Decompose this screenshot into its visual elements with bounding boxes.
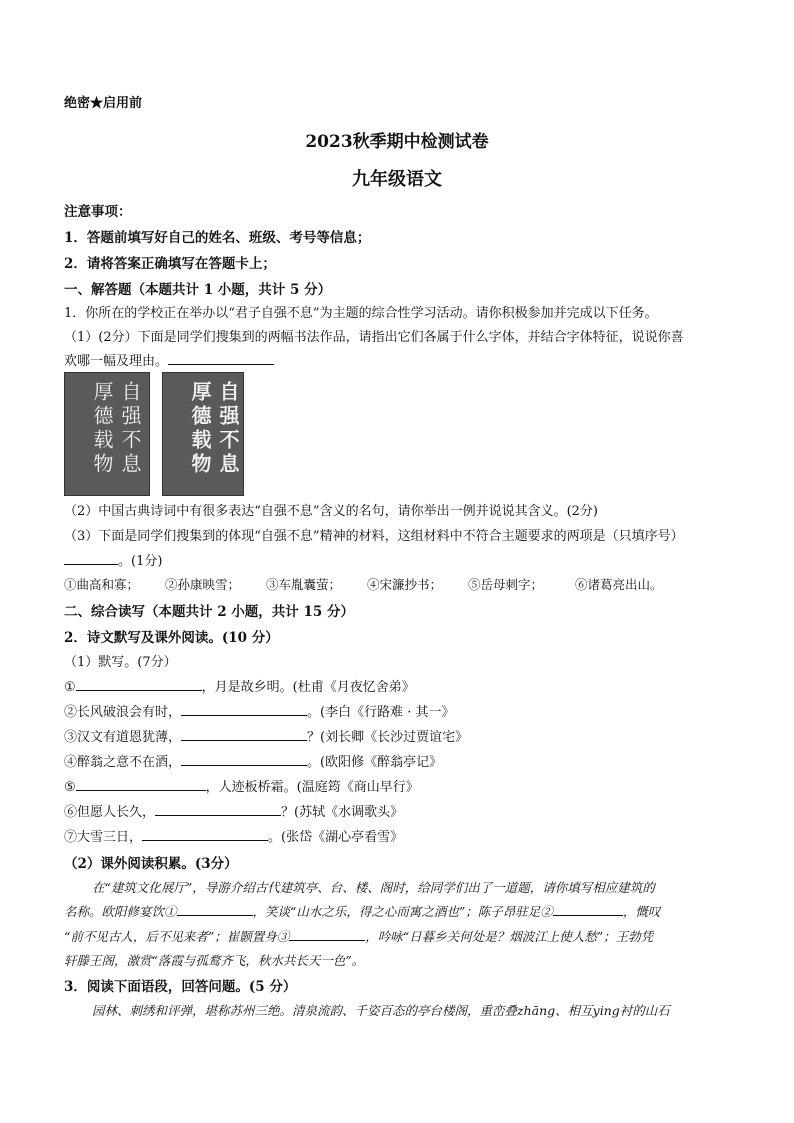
fill-post: 。(张岱《湖心亭看雪》 (268, 830, 404, 845)
notice-item-2: 2．请将答案正确填写在答题卡上； (64, 256, 276, 272)
answer-blank[interactable] (553, 903, 623, 916)
notice-item-1: 1．答题前填写好自己的姓名、班级、考号等信息； (64, 230, 371, 246)
calligraphy-image-1 (64, 372, 150, 496)
answer-blank[interactable] (168, 352, 274, 365)
fill-post: 。(李白《行路难 · 其一》 (307, 705, 455, 720)
fill-post: ，人迹板桥霜。(温庭筠《商山早行》 (205, 780, 419, 795)
question-1-3-cont (64, 550, 162, 569)
option-item: ①曲高和寡； (64, 577, 140, 592)
para-text: “前不见古人，后不见来者”；崔颢置身③ (64, 929, 290, 944)
answer-blank[interactable] (64, 552, 118, 565)
reading-para-line-3 (64, 927, 653, 945)
fill-pre: ① (64, 680, 76, 695)
question-1-3: （3）下面是同学们搜集到的体现“自强不息”精神的材料，这组材料中不符合主题要求的两项是（只填序号） (64, 529, 684, 544)
answer-blank[interactable] (142, 828, 268, 841)
fill-pre: ⑤ (64, 780, 76, 795)
fill-pre: ④醉翁之意不在酒， (64, 755, 182, 770)
answer-blank[interactable] (155, 803, 281, 816)
option-item: ⑥诸葛亮出山。 (575, 577, 663, 592)
fill-line-5 (64, 776, 419, 795)
para-text: 名称。欧阳修宴饮① (64, 904, 177, 919)
question-1-1-cont-text: 欢哪一幅及理由。 (64, 354, 169, 369)
exam-title: 2023秋季期中检测试卷 (305, 132, 489, 152)
option-item: ③车胤囊萤； (266, 577, 342, 592)
options-list (64, 575, 663, 593)
para-text: ，笑谈“山水之乐，得之心而寓之酒也”；陈子昂驻足② (252, 904, 553, 919)
answer-blank[interactable] (181, 703, 307, 716)
fill-line-6 (64, 801, 403, 820)
question-1-3-cont-text: 。(1分) (118, 554, 163, 569)
fill-line-2 (64, 701, 455, 720)
question-1-1-cont (64, 350, 274, 369)
answer-blank[interactable] (76, 678, 202, 691)
notice-heading: 注意事项： (64, 204, 132, 220)
question-1-2: （2）中国古典诗词中有很多表达“自强不息”含义的名句，请你举出一例并说说其含义。(2分) (64, 504, 598, 519)
question-3: 3．阅读下面语段，回答问题。(5 分） (64, 979, 297, 995)
fill-line-3 (64, 726, 468, 745)
exam-subtitle: 九年级语文 (352, 169, 442, 190)
question-1: 1．你所在的学校正在举办以“君子自强不息”为主题的综合性学习活动。请你积极参加并完成以下任务。 (64, 306, 658, 321)
fill-line-7 (64, 826, 403, 845)
option-item: ④宋濂抄书； (367, 577, 443, 592)
secret-label: 绝密★启用前 (64, 96, 143, 111)
reading-para-line-1: 在“建筑文化展厅”，导游介绍古代建筑亭、台、楼、阁时，给同学们出了一道题，请你填写相应建筑的 (92, 880, 655, 895)
fill-line-4 (64, 751, 442, 770)
question-2-1: （1）默写。(7分） (64, 655, 177, 670)
answer-blank[interactable] (289, 928, 365, 941)
answer-blank[interactable] (181, 753, 307, 766)
reading-para-line-2 (64, 902, 660, 920)
answer-blank[interactable] (76, 778, 206, 791)
para-text: ，慨叹 (622, 904, 661, 919)
fill-pre: ⑥但愿人长久， (64, 805, 156, 820)
fill-pre: ③汉文有道恩犹薄， (64, 730, 182, 745)
fill-line-1 (64, 676, 415, 695)
option-item: ②孙康映雪； (165, 577, 241, 592)
fill-post: ？(苏轼《水调歌头》 (281, 805, 404, 820)
answer-blank[interactable] (181, 728, 307, 741)
fill-post: ？(刘长卿《长沙过贾谊宅》 (307, 730, 469, 745)
answer-blank[interactable] (177, 903, 253, 916)
section2-heading: 二、综合读写（本题共计 2 小题，共计 15 分） (64, 604, 354, 620)
fill-post: ，月是故乡明。(杜甫《月夜忆舍弟》 (201, 680, 415, 695)
calligraphy-1-col-2: 厚德载物 (90, 381, 114, 477)
question-2-2: （2）课外阅读积累。(3分） (64, 856, 238, 872)
para-text: ，吟咏“日暮乡关何处是？烟波江上使人愁”；王勃凭 (365, 929, 654, 944)
fill-pre: ⑦大雪三日， (64, 830, 143, 845)
question-2: 2．诗文默写及课外阅读。(10 分） (64, 630, 279, 646)
section1-heading: 一、解答题（本题共计 1 小题，共计 5 分） (64, 282, 332, 298)
option-item: ⑤岳母刺字； (468, 577, 544, 592)
calligraphy-2-col-1: 自强不息 (216, 381, 240, 477)
question-1-1: （1）(2分）下面是同学们搜集到的两幅书法作品，请指出它们各属于什么字体，并结合字体特征，说说你喜 (64, 330, 684, 345)
calligraphy-1-col-1: 自强不息 (118, 381, 142, 477)
reading-para-line-4: 轩滕王阁，激赏“落霞与孤鹜齐飞，秋水共长天一色”。 (64, 953, 365, 968)
calligraphy-image-2 (162, 372, 244, 496)
calligraphy-2-col-2: 厚德载物 (188, 381, 212, 477)
fill-post: 。(欧阳修《醉翁亭记》 (307, 755, 443, 770)
fill-pre: ②长风破浪会有时， (64, 705, 182, 720)
question-3-text: 园林、刺绣和评弹，堪称苏州三绝。清泉流韵、千姿百态的亭台楼阁，重峦叠zhāng、相互ying衬的山石 (92, 1003, 670, 1018)
